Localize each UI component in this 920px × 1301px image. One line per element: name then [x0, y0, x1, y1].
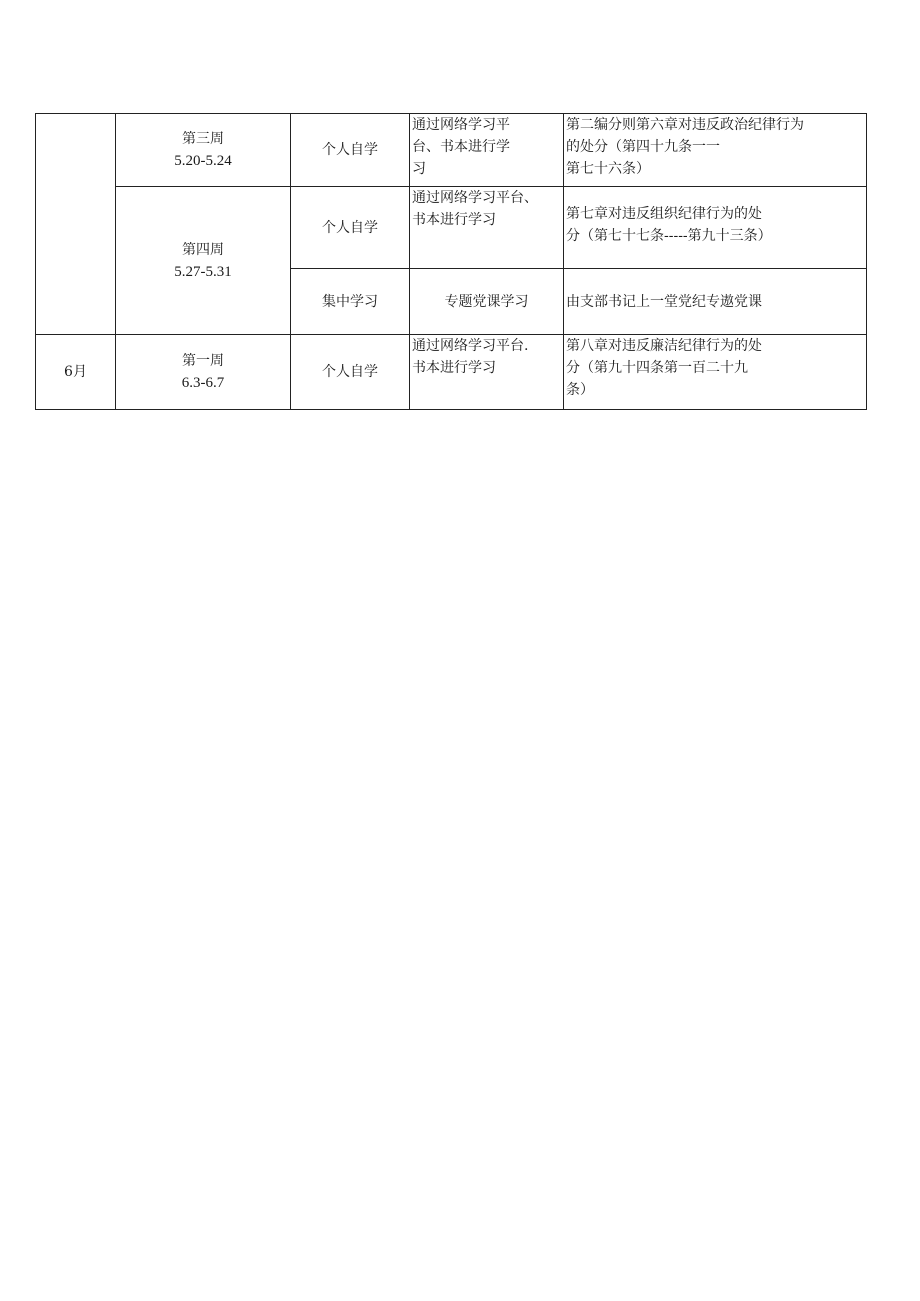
content-cell: 第八章对违反廉洁纪律行为的处 分（第九十四条第一百二十九 条） — [564, 335, 867, 410]
method-cell: 通过网络学习平 台、书本进行学 习 — [410, 114, 564, 187]
week-dates: 6.3-6.7 — [181, 375, 225, 391]
form-cell: 个人自学 — [291, 187, 410, 269]
content-cell: 由支部书记上一堂党纪专遨党课 — [564, 269, 867, 335]
content-cell: 第七章对违反组织纪律行为的处 分（第七十七条-----第九十三条） — [564, 187, 867, 269]
table-row — [36, 114, 867, 187]
week-label: 第四周 — [182, 241, 224, 258]
week-label: 第三周 — [182, 131, 224, 147]
form-cell: 个人自学 — [291, 114, 410, 187]
form-cell: 个人自学 — [291, 335, 410, 410]
week-dates: 5.20-5.24 — [174, 153, 232, 169]
month-cell — [36, 114, 116, 335]
month-cell: 6月 — [36, 335, 116, 410]
week-cell — [116, 114, 291, 187]
week-cell — [116, 335, 291, 410]
content-cell: 第二编分则第六章对违反政治纪律行为 的处分（第四十九条一一 第七十六条） — [564, 114, 867, 187]
method-cell: 通过网络学习平台、 书本进行学习 — [410, 187, 564, 269]
table-row — [36, 187, 867, 269]
form-cell: 集中学习 — [291, 269, 410, 335]
table-row — [36, 335, 867, 410]
week-dates: 5.27-5.31 — [174, 263, 232, 280]
week-label: 第一周 — [182, 353, 224, 369]
method-cell: 通过网络学习平台. 书本进行学习 — [410, 335, 564, 410]
study-plan-table — [35, 113, 867, 410]
method-cell: 专题党课学习 — [410, 269, 564, 335]
week-cell — [116, 187, 291, 335]
